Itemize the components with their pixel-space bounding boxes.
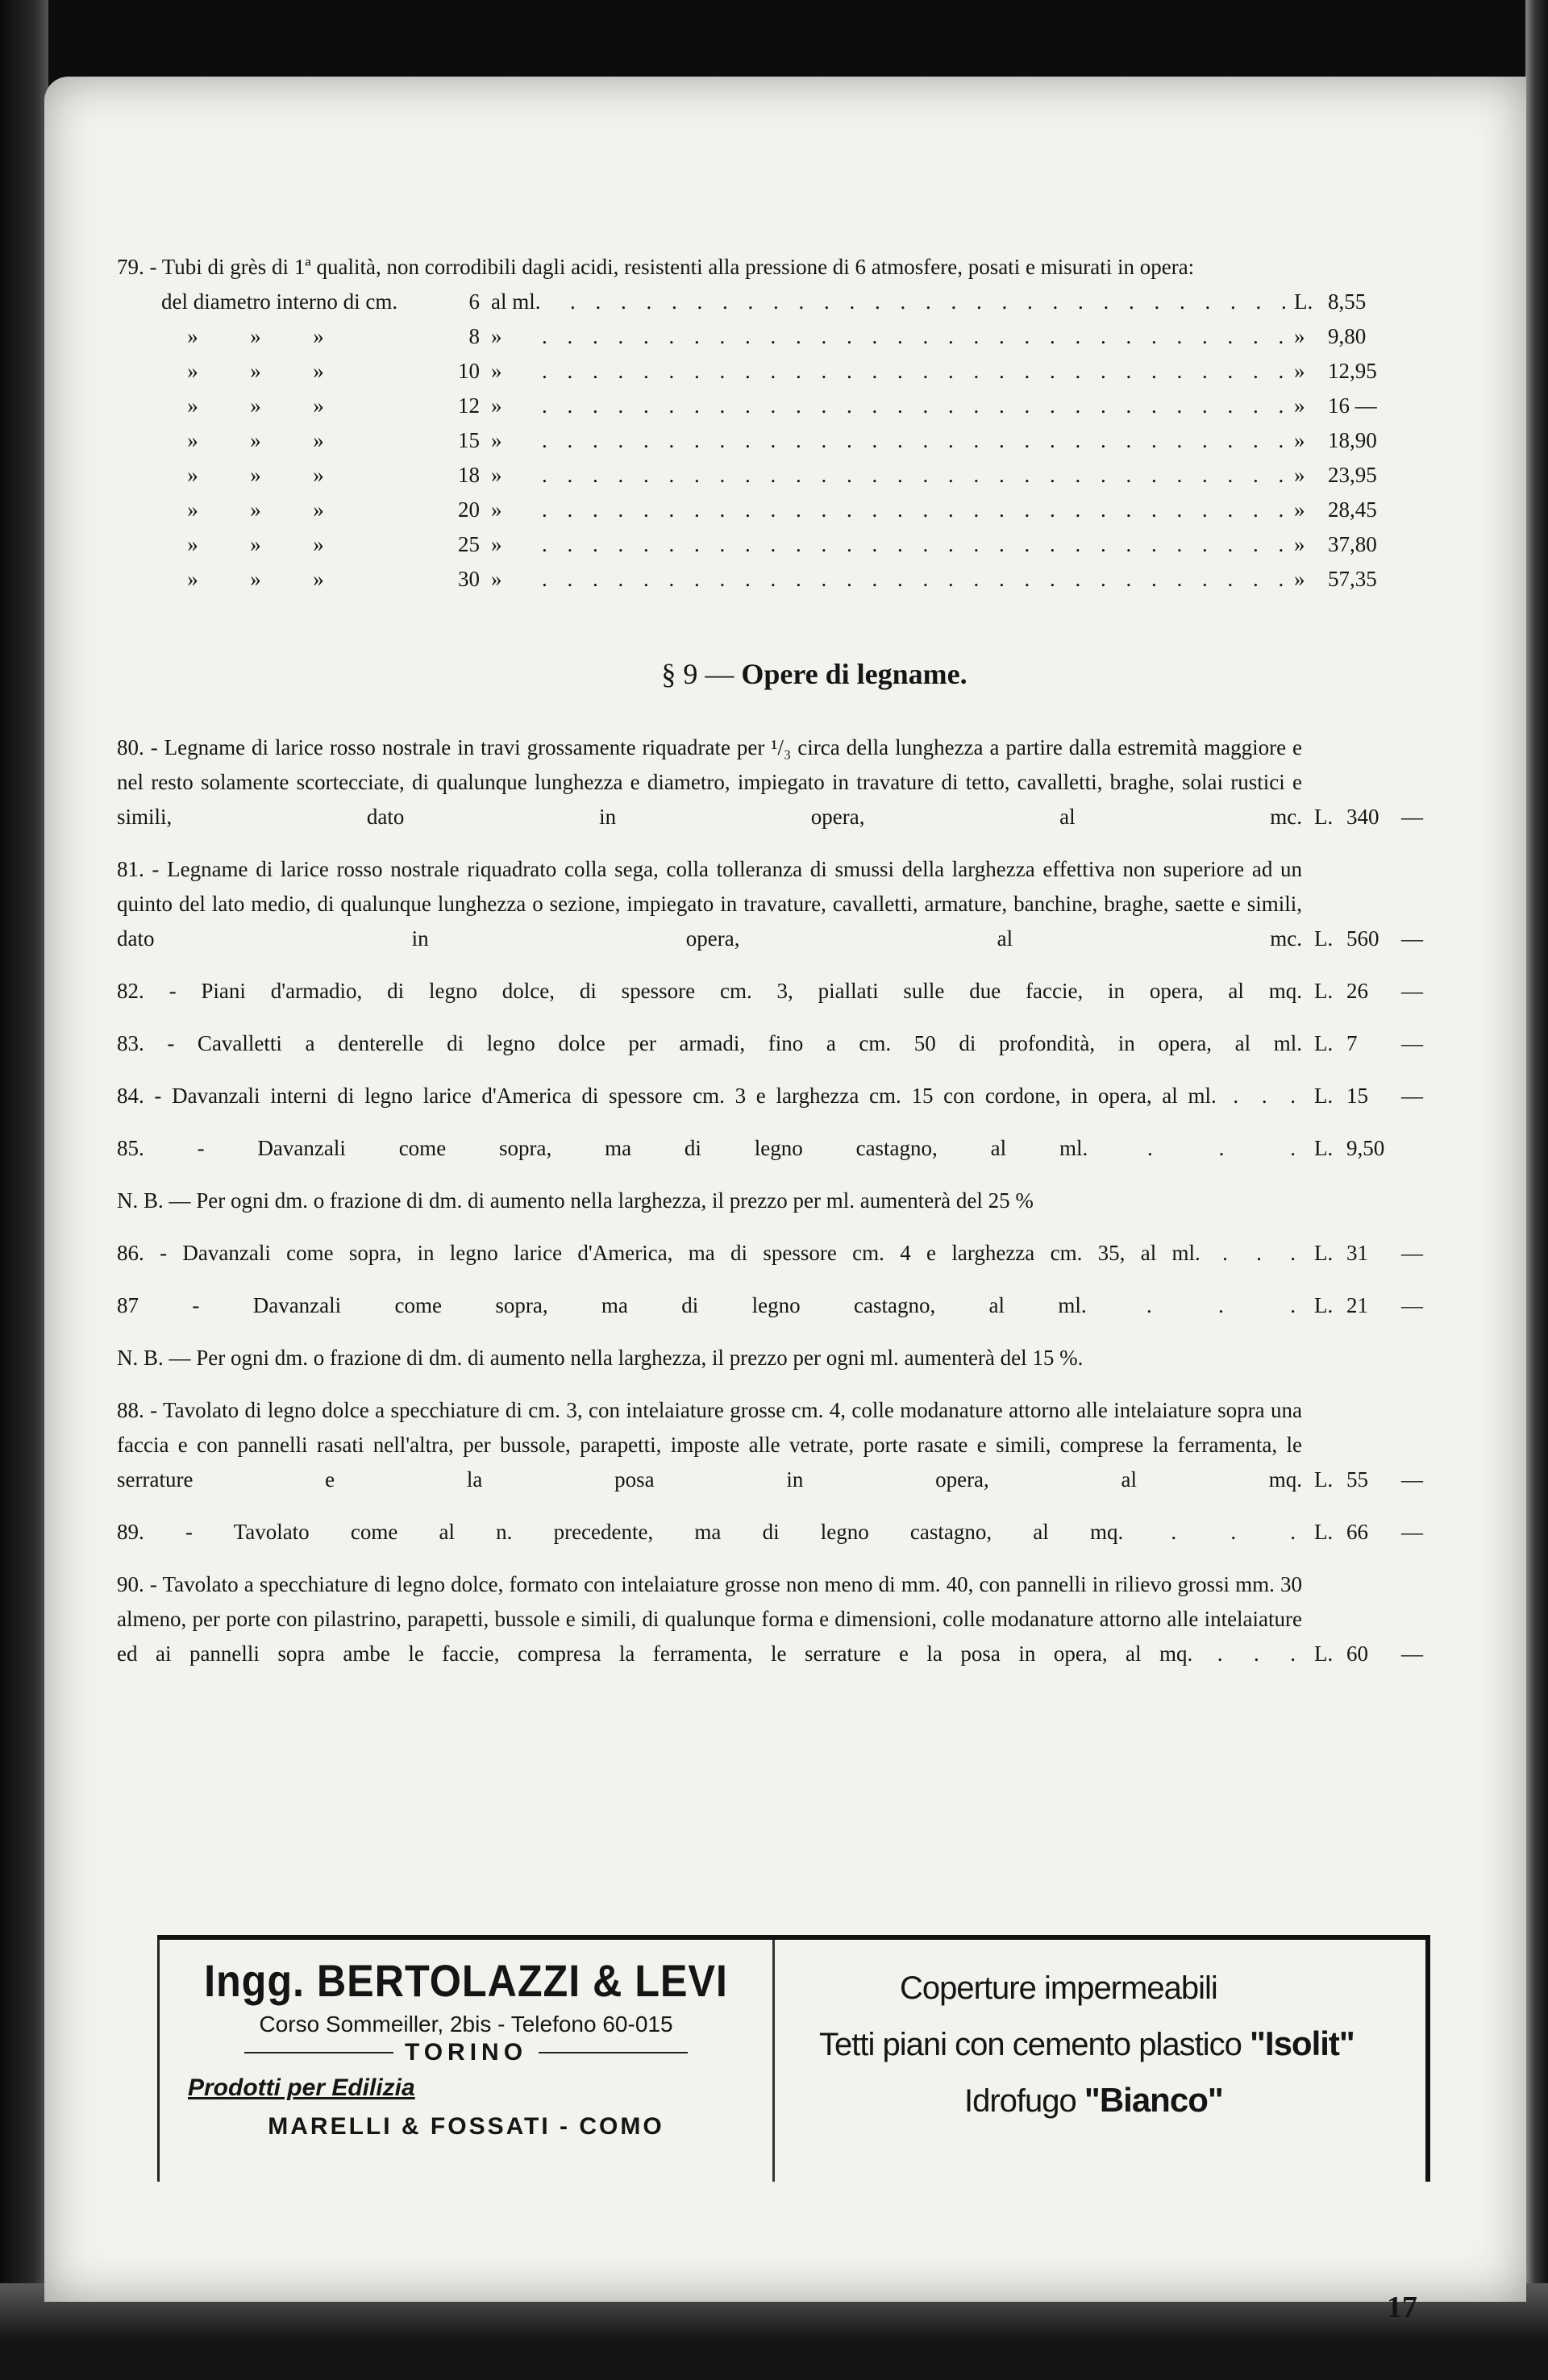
item-price: [1314, 1236, 1423, 1271]
pipe-price: [1294, 493, 1423, 527]
item-price: [1314, 1288, 1423, 1323]
item-text: N. B. — Per ogni dm. o frazione di dm. di aumento nella larghezza, il prezzo per ml. aumenterà del 25 %: [117, 1188, 1034, 1213]
item-price: [1314, 1515, 1423, 1550]
advert-line-1: Coperture impermeabili: [900, 1970, 1217, 2006]
currency: L.: [1294, 289, 1313, 314]
item-text: 82. - Piani d'armadio, di legno dolce, di spessore cm. 3, piallati sulle due faccie, in opera, al mq.: [117, 979, 1302, 1003]
currency: »: [1294, 532, 1305, 556]
ditto-mark: »: [313, 359, 324, 383]
dot-leader: [542, 389, 1289, 423]
dot-leader: . . .: [1216, 1084, 1302, 1108]
advert-city: TORINO: [404, 2039, 528, 2066]
pipe-price: [1294, 458, 1423, 493]
pipe-row: [117, 493, 1423, 527]
advert-line-2: [819, 2024, 1425, 2063]
ditto-mark: »: [250, 532, 261, 556]
pipe-price: [1294, 562, 1423, 597]
pipe-row: [117, 423, 1423, 458]
dot-leader: [542, 319, 1289, 354]
item-text: 89. - Tavolato come al n. precedente, ma di legno castagno, al mq.: [117, 1520, 1124, 1544]
item-text: 85. - Davanzali come sopra, ma di legno castagno, al ml.: [117, 1136, 1088, 1160]
item-row: [117, 1026, 1423, 1061]
ditto-mark: »: [313, 532, 324, 556]
pipe-size: 6: [468, 289, 480, 314]
item-list: [117, 730, 1423, 1671]
dot-leader: [542, 458, 1289, 493]
pipe-row: [117, 527, 1423, 562]
dot-leader: [542, 562, 1289, 597]
pipe-unit-ditto: »: [491, 324, 502, 348]
advert-right-panel: [775, 1940, 1425, 2182]
currency: L.: [1314, 1467, 1334, 1492]
item-price: [1314, 1463, 1423, 1497]
price-amount: 66 —: [1346, 1520, 1423, 1544]
pipe-price-table: [117, 285, 1423, 597]
divider-left: [244, 2052, 393, 2053]
item-price: [1314, 1079, 1423, 1113]
item-price: [1314, 1026, 1423, 1061]
list-item: [117, 1026, 1423, 1061]
pipe-price: [1294, 319, 1423, 354]
page-content: [117, 250, 1423, 1671]
item-text: 80. - Legname di larice rosso nostrale in travi grossamente riquadrate per ¹/₃ circa della lunghezza a partire dalla estremità maggiore e nel resto solamente scortecciate, di qualunque lunghezza e diametro, impiegato in travature di tetto, cavalletti, braghe, solai rustici e simili, dato in opera, al mc.: [117, 735, 1302, 829]
dot-leader: [542, 354, 1289, 389]
item-79-text: 79. - Tubi di grès di 1ª qualità, non corrodibili dagli acidi, resistenti alla pressione di 6 atmosfere, posati e misurati in opera:: [117, 255, 1195, 279]
pipe-row: [117, 562, 1423, 597]
item-row: [117, 1567, 1423, 1671]
item-price: [1314, 922, 1423, 956]
item-text: 83. - Cavalletti a denterelle di legno dolce per armadi, fino a cm. 50 di profondità, in opera, al ml.: [117, 1031, 1302, 1055]
pipe-row-ditto: [117, 423, 447, 458]
item-row: [117, 730, 1423, 834]
ditto-mark: »: [187, 324, 198, 348]
item-text: 84. - Davanzali interni di legno larice d'America di spessore cm. 3 e larghezza cm. 15 con cordone, in opera, al ml.: [117, 1084, 1217, 1108]
scan-left-border: [0, 0, 48, 2380]
dot-leader: . . .: [1123, 1520, 1302, 1544]
section-title: Opere di legname.: [741, 658, 968, 690]
ditto-mark: »: [313, 567, 324, 591]
advert-line-2-prefix: Tetti piani con cemento plastico: [819, 2027, 1242, 2062]
ditto-mark: »: [250, 497, 261, 522]
advert-line-3: [964, 2081, 1425, 2120]
item-row: [117, 1288, 1423, 1323]
price-amount: 16 —: [1328, 393, 1377, 418]
pipe-price: [1294, 527, 1423, 562]
price-amount: 21 —: [1346, 1293, 1423, 1317]
price-amount: 23,95: [1328, 463, 1377, 487]
pipe-price: [1294, 389, 1423, 423]
dot-leader: [542, 493, 1289, 527]
pipe-unit: al ml.: [491, 289, 541, 314]
item-text: 90. - Tavolato a specchiature di legno dolce, formato con intelaiature grosse non meno di mm. 40, con pannelli in rilievo grossi mm. 30 almeno, per porte con pilastrino, parapetti, bussole e simili, di qualunque forma e dimensioni, colle modanature attorno alle intelaiature ed ai pannelli sopra ambe le faccie, compresa la ferramenta, le serrature e la posa in opera, al mq.: [117, 1572, 1302, 1666]
list-item: [117, 1079, 1423, 1113]
advert-firm: Ingg. BERTOLAZZI & LEVI: [204, 1955, 728, 2006]
ditto-mark: »: [187, 532, 198, 556]
dot-leader: [542, 527, 1289, 562]
dot-leader: . . .: [1088, 1136, 1302, 1160]
ditto-mark: »: [250, 463, 261, 487]
pipe-row-ditto: [117, 527, 447, 562]
item-text: N. B. — Per ogni dm. o frazione di dm. di aumento nella larghezza, il prezzo per ogni ml. aumenterà del 15 %.: [117, 1346, 1084, 1370]
pipe-row: [117, 319, 1423, 354]
ditto-mark: »: [250, 324, 261, 348]
ditto-mark: »: [250, 567, 261, 591]
page-number: 17: [1387, 2291, 1417, 2324]
price-amount: 12,95: [1328, 359, 1377, 383]
item-row: [117, 974, 1423, 1009]
item-text: 86. - Davanzali come sopra, in legno larice d'America, ma di spessore cm. 4 e larghezza cm. 35, al ml.: [117, 1241, 1201, 1265]
item-row: [117, 1131, 1423, 1166]
pipe-row-ditto: [117, 389, 447, 423]
ditto-mark: »: [313, 497, 324, 522]
pipe-unit-ditto: »: [491, 359, 502, 383]
price-amount: 31 —: [1346, 1241, 1423, 1265]
pipe-row: [117, 354, 1423, 389]
pipe-row: [117, 458, 1423, 493]
currency: »: [1294, 324, 1305, 348]
price-amount: 28,45: [1328, 497, 1377, 522]
list-item: [117, 852, 1423, 956]
scan-top-border: [0, 0, 1548, 89]
currency: L.: [1314, 1641, 1334, 1666]
pipe-size: 25: [458, 532, 480, 556]
pipe-row-label: del diametro interno di cm.: [161, 289, 398, 314]
ditto-mark: »: [187, 393, 198, 418]
ditto-mark: »: [313, 428, 324, 452]
list-item: [117, 1288, 1423, 1323]
pipe-row-ditto: [117, 562, 447, 597]
item-text: 87 - Davanzali come sopra, ma di legno castagno, al ml.: [117, 1293, 1087, 1317]
pipe-size: 18: [458, 463, 480, 487]
currency: L.: [1314, 1031, 1334, 1055]
document-page: [44, 77, 1526, 2324]
currency: »: [1294, 393, 1305, 418]
item-price: [1314, 974, 1423, 1009]
list-item: [117, 974, 1423, 1009]
price-amount: 55 —: [1346, 1467, 1423, 1492]
price-amount: 560 —: [1346, 926, 1423, 951]
currency: »: [1294, 567, 1305, 591]
price-amount: 340 —: [1346, 805, 1423, 829]
item-price: [1314, 1131, 1423, 1166]
advert-maker: MARELLI & FOSSATI - COMO: [268, 2113, 664, 2140]
currency: L.: [1314, 926, 1334, 951]
pipe-price: [1294, 285, 1423, 319]
list-item: [117, 1393, 1423, 1497]
dot-leader: . . .: [1200, 1241, 1302, 1265]
item-row: [117, 1236, 1423, 1271]
list-item: [117, 1567, 1423, 1671]
list-item: [117, 1341, 1423, 1375]
price-amount: 26 —: [1346, 979, 1423, 1003]
ditto-mark: »: [313, 324, 324, 348]
pipe-row-ditto: [117, 354, 447, 389]
advert-line-2-brand: "Isolit": [1249, 2024, 1354, 2062]
list-item: [117, 1184, 1423, 1218]
advert-address: Corso Sommeiller, 2bis - Telefono 60-015: [259, 2012, 673, 2037]
currency: »: [1294, 359, 1305, 383]
price-amount: 9,80: [1328, 324, 1367, 348]
pipe-price: [1294, 423, 1423, 458]
pipe-unit-ditto: »: [491, 393, 502, 418]
price-amount: 57,35: [1328, 567, 1377, 591]
dot-leader: . . .: [1192, 1641, 1303, 1666]
advert-line-3-brand: "Bianco": [1084, 2081, 1223, 2119]
advert-line-3-prefix: Idrofugo: [964, 2083, 1076, 2119]
pipe-size: 20: [458, 497, 480, 522]
pipe-price: [1294, 354, 1423, 389]
ditto-mark: »: [187, 463, 198, 487]
section-heading: [206, 657, 1423, 692]
ditto-mark: »: [250, 359, 261, 383]
ditto-mark: »: [250, 393, 261, 418]
pipe-unit-ditto: »: [491, 567, 502, 591]
list-item: [117, 1236, 1423, 1271]
item-text: 88. - Tavolato di legno dolce a specchiature di cm. 3, con intelaiature grosse cm. 4, colle modanature attorno alle intelaiature sopra una faccia e con pannelli rasati nell'altra, per bussole, parapetti, imposte alle vetrate, porte rasate e simili, comprese la ferramenta, le serrature e la posa in opera, al mq.: [117, 1398, 1302, 1492]
pipe-size: 30: [458, 567, 480, 591]
pipe-size: 10: [458, 359, 480, 383]
list-item: [117, 1515, 1423, 1550]
currency: »: [1294, 463, 1305, 487]
ditto-mark: »: [187, 359, 198, 383]
currency: L.: [1314, 805, 1334, 829]
section-symbol: §: [661, 658, 676, 690]
advert-products: Prodotti per Edilizia: [188, 2074, 415, 2101]
pipe-unit-ditto: »: [491, 532, 502, 556]
list-item: [117, 730, 1423, 834]
ditto-mark: »: [187, 428, 198, 452]
scan-right-border: [1525, 0, 1548, 2380]
pipe-unit-ditto: »: [491, 497, 502, 522]
item-row: [117, 1079, 1423, 1113]
ditto-mark: »: [313, 463, 324, 487]
item-row: [117, 1515, 1423, 1550]
ditto-mark: »: [250, 428, 261, 452]
price-amount: 18,90: [1328, 428, 1377, 452]
item-price: [1314, 1637, 1423, 1671]
price-amount: 7 —: [1346, 1031, 1423, 1055]
pipe-unit-ditto: »: [491, 428, 502, 452]
currency: L.: [1314, 1136, 1334, 1160]
ditto-mark: »: [187, 567, 198, 591]
list-item: [117, 1131, 1423, 1166]
pipe-row-ditto: [117, 319, 447, 354]
advertisement-box: [157, 1935, 1430, 2182]
pipe-row-ditto: [117, 458, 447, 493]
currency: L.: [1314, 1293, 1334, 1317]
price-amount: 60 —: [1346, 1641, 1423, 1666]
pipe-row: [117, 389, 1423, 423]
currency: »: [1294, 497, 1305, 522]
price-amount: 37,80: [1328, 532, 1377, 556]
pipe-size: 15: [458, 428, 480, 452]
pipe-row-ditto: [117, 493, 447, 527]
section-number: 9: [683, 658, 698, 690]
dot-leader: [570, 285, 1289, 319]
advert-city-line: [233, 2039, 699, 2066]
dot-leader: [542, 423, 1289, 458]
item-row: [117, 852, 1423, 956]
pipe-size: 8: [468, 324, 480, 348]
advert-left-panel: [160, 1940, 775, 2182]
currency: »: [1294, 428, 1305, 452]
currency: L.: [1314, 1241, 1334, 1265]
pipe-unit-ditto: »: [491, 463, 502, 487]
item-price: [1314, 800, 1423, 834]
divider-right: [539, 2052, 688, 2053]
currency: L.: [1314, 1520, 1334, 1544]
dot-leader: . . .: [1086, 1293, 1303, 1317]
price-amount: 9,50: [1346, 1136, 1385, 1160]
ditto-mark: »: [313, 393, 324, 418]
ditto-mark: »: [187, 497, 198, 522]
item-row: [117, 1393, 1423, 1497]
pipe-size: 12: [458, 393, 480, 418]
section-dash: —: [705, 658, 734, 690]
pipe-row: [117, 285, 1423, 319]
price-amount: 15 —: [1346, 1084, 1423, 1108]
currency: L.: [1314, 979, 1334, 1003]
price-amount: 8,55: [1328, 289, 1367, 314]
currency: L.: [1314, 1084, 1334, 1108]
item-text: 81. - Legname di larice rosso nostrale riquadrato colla sega, colla tolleranza di smussi della larghezza effettiva non superiore ad un quinto del lato medio, di qualunque lunghezza o sezione, impiegato in travature, cavalletti, armature, banchine, braghe, saette e simili, dato in opera, al mc.: [117, 857, 1302, 951]
